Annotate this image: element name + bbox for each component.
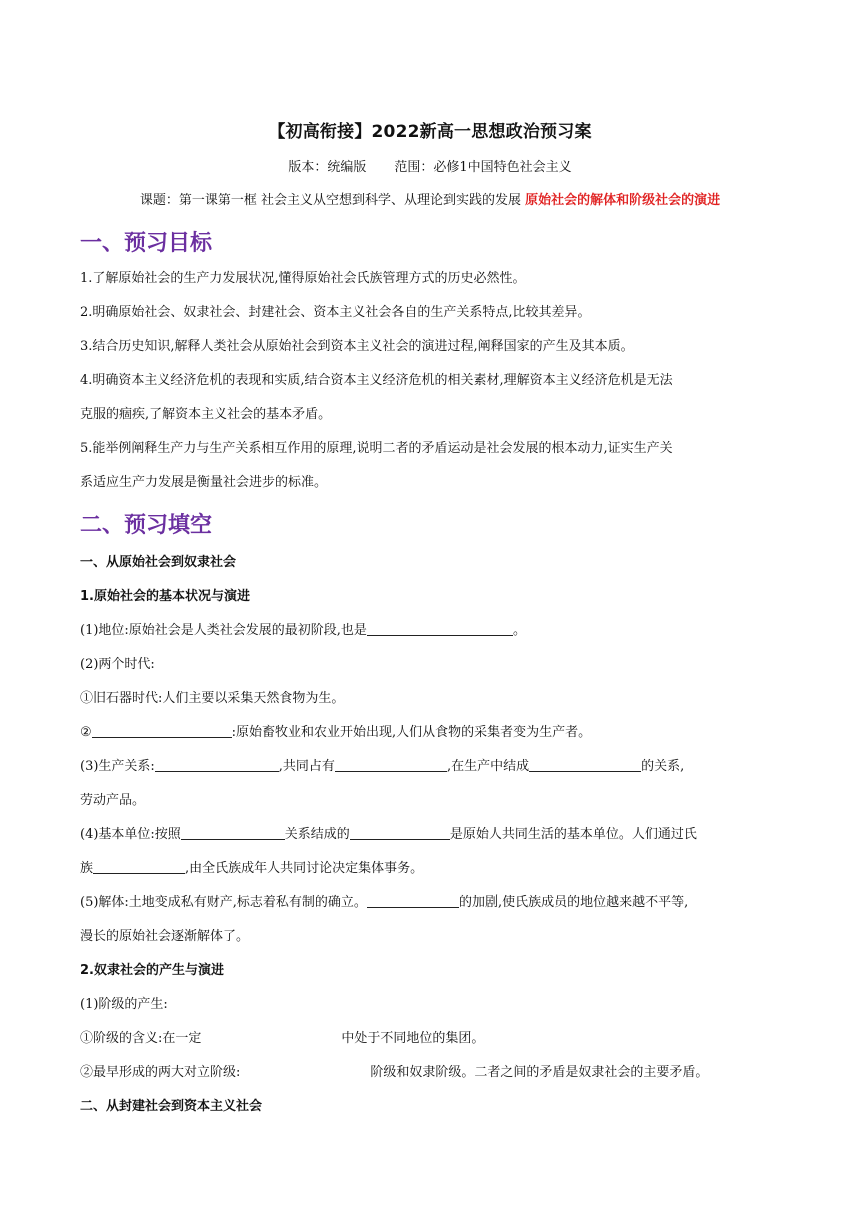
subheading: 1.原始社会的基本状况与演进 — [80, 589, 250, 604]
fill-line: ①旧石器时代:人们主要以采集天然食物为生。 — [80, 691, 345, 706]
fill-line: (1)阶级的产生: — [80, 997, 168, 1012]
blank-field[interactable] — [350, 825, 450, 840]
blank-field[interactable] — [367, 893, 459, 908]
edition-label: 版本：统编版 — [288, 160, 367, 175]
blank-field[interactable] — [367, 621, 513, 636]
fill-line: ①阶级的含义:在一定 中处于不同地位的集团。 — [80, 1031, 485, 1046]
blank-field[interactable] — [93, 859, 185, 874]
scope-label: 范围：必修1中国特色社会主义 — [394, 160, 572, 175]
topic-prefix: 课题：第一课第一框 社会主义从空想到科学、从理论到实践的发展 — [139, 193, 526, 208]
goal-item: 2.明确原始社会、奴隶社会、封建社会、资本主义社会各自的生产关系特点,比较其差异。 — [80, 305, 591, 320]
goal-item: 5.能举例阐释生产力与生产关系相互作用的原理,说明二者的矛盾运动是社会发展的根本动力,证实生产关 — [80, 441, 673, 456]
blank-field[interactable] — [529, 757, 641, 772]
fill-line: (5)解体:土地变成私有财产,标志着私有制的确立。 的加剧,使氏族成员的地位越来越不平等, — [80, 895, 689, 910]
goal-item: 3.结合历史知识,解释人类社会从原始社会到资本主义社会的演进过程,阐释国家的产生及其本质。 — [80, 339, 634, 354]
goal-item: 克服的痼疾,了解资本主义社会的基本矛盾。 — [80, 407, 332, 422]
fill-line: (1)地位:原始社会是人类社会发展的最初阶段,也是 。 — [80, 623, 526, 638]
fill-line: 漫长的原始社会逐渐解体了。 — [80, 929, 250, 944]
blank-field[interactable] — [155, 757, 279, 772]
fill-line: (4)基本单位:按照 关系结成的 是原始人共同生活的基本单位。人们通过氏 — [80, 827, 697, 842]
goal-item: 4.明确资本主义经济危机的表现和实质,结合资本主义经济危机的相关素材,理解资本主义经济危机是无法 — [80, 373, 673, 388]
topic-highlight: 原始社会的解体和阶级社会的演进 — [525, 193, 721, 208]
goal-item: 1.了解原始社会的生产力发展状况,懂得原始社会氏族管理方式的历史必然性。 — [80, 271, 526, 286]
fill-line: (3)生产关系: ,共同占有 ,在生产中结成 的关系, — [80, 759, 685, 774]
topic-line — [0, 189, 860, 208]
fill-line: ② :原始畜牧业和农业开始出现,人们从食物的采集者变为生产者。 — [80, 725, 592, 740]
subheading: 二、从封建社会到资本主义社会 — [80, 1099, 263, 1114]
section-heading-goals: 一、预习目标 — [80, 231, 213, 256]
document-title: 【初高衔接】2022新高一思想政治预习案 — [268, 122, 592, 142]
document-meta — [0, 156, 860, 175]
fill-line: 族 ,由全氏族成年人共同讨论决定集体事务。 — [80, 861, 424, 876]
blank-field[interactable] — [92, 723, 232, 738]
subheading: 一、从原始社会到奴隶社会 — [80, 555, 237, 570]
blank-field[interactable] — [181, 825, 285, 840]
fill-line: 劳动产品。 — [80, 793, 146, 808]
fill-line: (2)两个时代: — [80, 657, 155, 672]
goal-item: 系适应生产力发展是衡量社会进步的标准。 — [80, 475, 328, 490]
subheading: 2.奴隶社会的产生与演进 — [80, 963, 224, 978]
blank-field[interactable] — [335, 757, 447, 772]
fill-line: ②最早形成的两大对立阶级: 阶级和奴隶阶级。二者之间的矛盾是奴隶社会的主要矛盾。 — [80, 1065, 709, 1080]
section-heading-fill: 二、预习填空 — [80, 513, 213, 538]
